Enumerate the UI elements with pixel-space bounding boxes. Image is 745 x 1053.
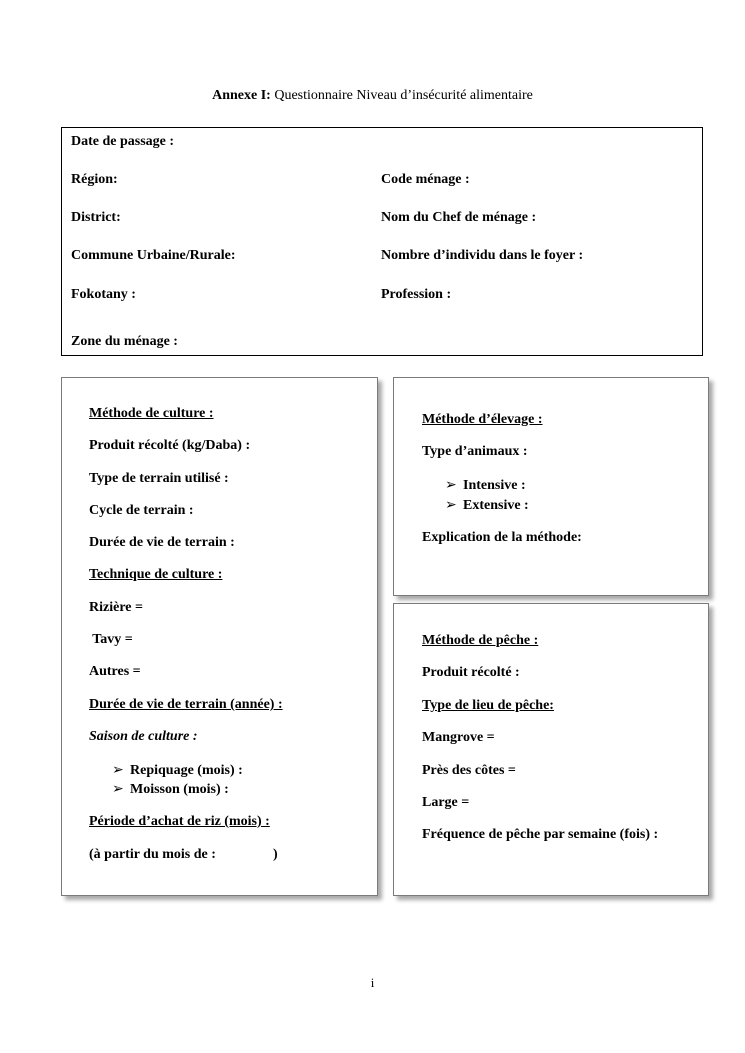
commune-label: Commune Urbaine/Rurale: (71, 248, 236, 263)
saison-culture-heading: Saison de culture : (89, 729, 198, 744)
produit-recolte-label: Produit récolté (kg/Daba) : (89, 438, 251, 453)
explication-methode-label: Explication de la méthode: (422, 530, 582, 545)
annex-label: Annexe I: (212, 88, 271, 103)
region-label: Région: (71, 172, 118, 187)
a-partir-label: (à partir du mois de : (89, 847, 216, 862)
frequence-peche-label: Fréquence de pêche par semaine (fois) : (422, 827, 659, 842)
pres-cotes-label: Près des côtes = (422, 763, 516, 778)
culture-heading: Méthode de culture : (89, 406, 214, 421)
type-terrain-label: Type de terrain utilisé : (89, 471, 229, 486)
intensive-label: Intensive : (463, 478, 526, 493)
nom-chef-menage-label: Nom du Chef de ménage : (381, 210, 537, 225)
periode-achat-heading: Période d’achat de riz (mois) : (89, 814, 270, 829)
page-title (0, 88, 745, 104)
zone-menage-label: Zone du ménage : (71, 334, 178, 349)
repiquage-label: Repiquage (mois) : (130, 763, 243, 778)
profession-label: Profession : (381, 287, 452, 302)
date-de-passage-label: Date de passage : (71, 134, 175, 149)
arrow-bullet-icon: ➢ (445, 478, 457, 493)
arrow-bullet-icon: ➢ (112, 763, 124, 778)
nombre-individu-label: Nombre d’individu dans le foyer : (381, 248, 584, 263)
saison-list-item (112, 762, 243, 779)
duree-vie-terrain-label: Durée de vie de terrain : (89, 535, 235, 550)
autres-label: Autres = (89, 664, 141, 679)
duree-vie-annee-heading: Durée de vie de terrain (année) : (89, 697, 283, 712)
cycle-terrain-label: Cycle de terrain : (89, 503, 194, 518)
elevage-list-item (445, 477, 526, 494)
peche-heading: Méthode de pêche : (422, 633, 539, 648)
culture-card (61, 377, 378, 896)
arrow-bullet-icon: ➢ (445, 498, 457, 513)
peche-produit-recolte-label: Produit récolté : (422, 665, 520, 680)
fokotany-label: Fokotany : (71, 287, 136, 302)
extensive-label: Extensive : (463, 498, 529, 513)
district-label: District: (71, 210, 121, 225)
a-partir-close-paren: ) (273, 847, 278, 862)
page-number: i (370, 975, 375, 990)
code-menage-label: Code ménage : (381, 172, 470, 187)
arrow-bullet-icon: ➢ (112, 782, 124, 797)
elevage-heading: Méthode d’élevage : (422, 412, 543, 427)
annex-title-text: Questionnaire Niveau d’insécurité alimentaire (270, 88, 533, 103)
type-lieu-peche-heading: Type de lieu de pêche: (422, 698, 554, 713)
elevage-list-item (445, 497, 529, 514)
mangrove-label: Mangrove = (422, 730, 495, 745)
saison-list-item (112, 781, 229, 798)
peche-card (393, 603, 709, 896)
tavy-label: Tavy = (89, 632, 133, 647)
elevage-card (393, 377, 709, 596)
technique-culture-heading: Technique de culture : (89, 567, 223, 582)
large-label: Large = (422, 795, 470, 810)
riziere-label: Rizière = (89, 600, 143, 615)
type-animaux-label: Type d’animaux : (422, 444, 528, 459)
household-info-box (61, 127, 703, 356)
moisson-label: Moisson (mois) : (130, 782, 229, 797)
